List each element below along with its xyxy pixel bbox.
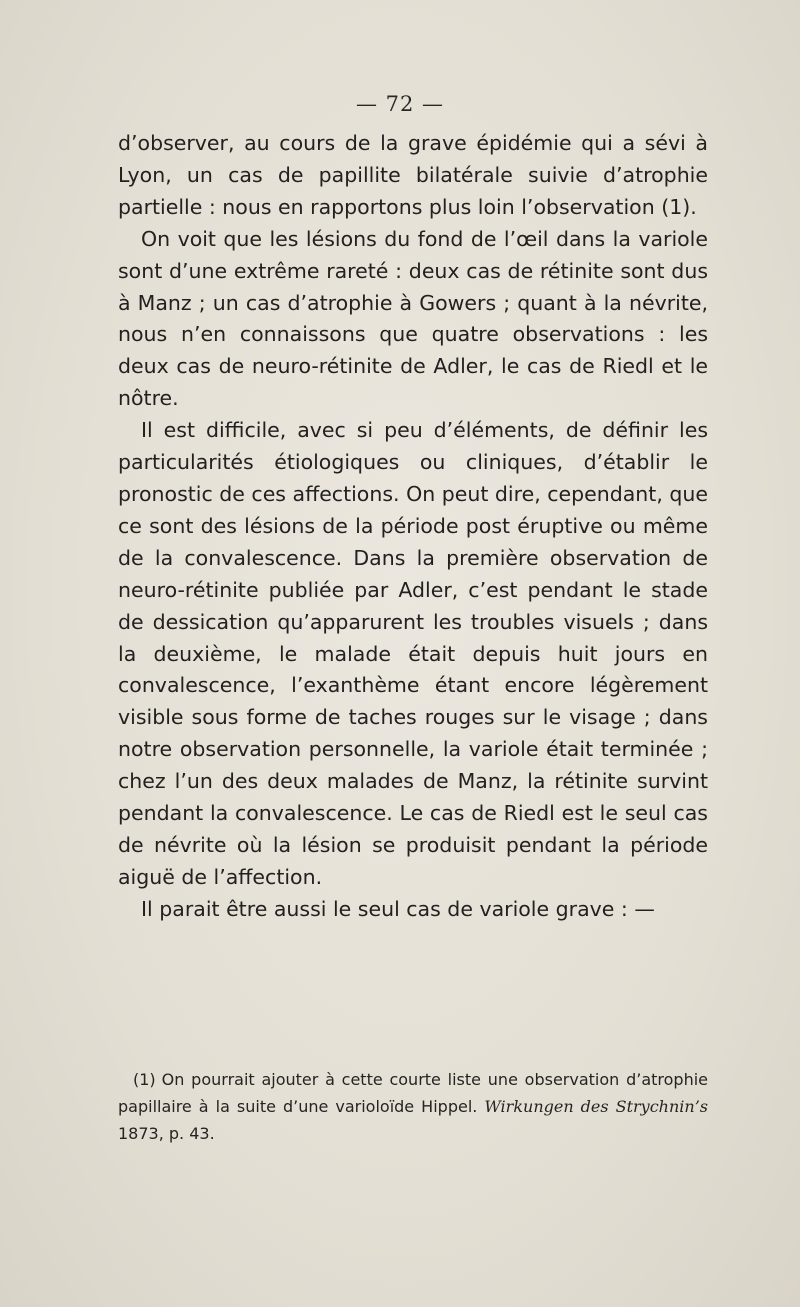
footnote-1 (118, 1066, 708, 1147)
paragraph-1: d’observer, au cours de la grave épidémie qui a sévi à Lyon, un cas de papillite bilatérale suivie d’atrophie partielle : nous en rapportons plus loin l’observation (1). (118, 131, 708, 219)
footnote-text: On pourrait ajouter à cette courte liste une observation d’atrophie papillaire à la suite d’une varioloïde Hippel. (118, 1070, 708, 1116)
paragraph-4: Il parait être aussi le seul cas de variole grave : — (141, 896, 655, 921)
footnote-cited-title: Wirkungen des Strychnin’s (484, 1097, 708, 1116)
footnote-citation: 1873, p. 43. (118, 1124, 215, 1143)
footnote-marker: (1) (133, 1070, 156, 1089)
body-text (118, 128, 708, 926)
footnotes (118, 1066, 708, 1147)
page-number: — 72 — (355, 92, 445, 116)
paragraph-2: On voit que les lésions du fond de l’œil dans la variole sont d’une extrême rareté : deux cas de rétinite sont dus à Manz ; un cas d’atrophie à Gowers ; quant à la névrite, nous n’en connaissons que quatre observations : les deux cas de neuro-rétinite de Adler, le cas de Riedl et le nôtre. (118, 226, 708, 411)
paragraph-3: Il est difficile, avec si peu d’éléments, de définir les particularités étiologiques ou cliniques, d’établir le pronostic de ces affections. On peut dire, cependant, que ce sont des lésions de la période post éruptive ou même de la convalescence. Dans la première observation de neuro-rétinite publiée par Adler, c’est pendant le stade de dessication qu’apparurent les troubles visuels ; dans la deuxième, le malade était depuis huit jours en convalescence, l’exanthème étant encore légèrement visible sous forme de taches rouges sur le visage ; dans notre observation personnelle, la variole était terminée ; chez l’un des deux malades de Manz, la rétinite survint pendant la convalescence. Le cas de Riedl est le seul cas de névrite où la lésion se produisit pendant la période aiguë de l’affection. (118, 418, 708, 889)
